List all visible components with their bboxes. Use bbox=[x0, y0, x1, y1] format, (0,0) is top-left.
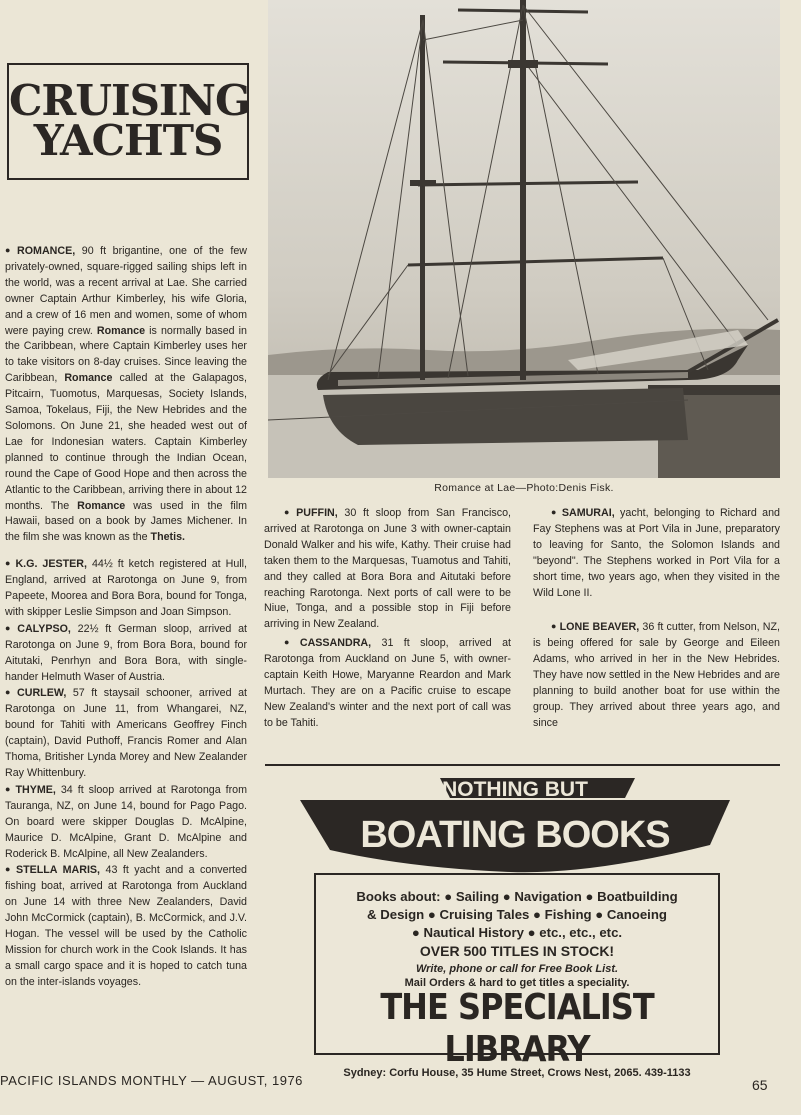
bullet-icon: ● bbox=[5, 687, 15, 698]
column-1 bbox=[5, 243, 247, 991]
ad-banner-top-text: NOTHING BUT bbox=[442, 778, 588, 801]
ad-top-rule bbox=[265, 764, 780, 766]
entry-thyme: ● THYME, 34 ft sloop arrived at Rarotonga from Tauranga, NZ, on June 14, bound for Pago Pago. On board were skipper Douglas D. McAlpine, Maurice D. McAlpine, Grant D. McAlpine and Roderick B. McAlpine, all New Zealanders. bbox=[5, 783, 248, 860]
ship-photo bbox=[268, 0, 780, 478]
ad-brand: THE SPECIALIST LIBRARY bbox=[380, 986, 654, 1070]
publication-footer: PACIFIC ISLANDS MONTHLY — AUGUST, 1976 bbox=[0, 1073, 303, 1088]
ad-line-4: OVER 500 TITLES IN STOCK! bbox=[419, 943, 615, 959]
ad-line-5: Write, phone or call for Free Book List. bbox=[415, 963, 619, 975]
bullet-icon: ● bbox=[551, 621, 557, 632]
entry-stella-maris: ● STELLA MARIS, 43 ft yacht and a converted fishing boat, arrived at Rarotonga from Auckland on June 14 with three New Zealanders, David John McCormick (captain), B. McCormick, and J.V. Hogan. The vessel will be used by the Catholic Mission for church work in the Cook Islands. It has a small cargo space and it is hoped to catch tuna on the inter-islands voyages. bbox=[5, 864, 247, 988]
section-heading bbox=[7, 63, 249, 180]
ad-line-6: Mail Orders & hard to get titles a speciality. bbox=[404, 977, 630, 989]
bullet-icon: ● bbox=[5, 864, 13, 875]
ad-info-box bbox=[314, 873, 720, 1079]
ad-line-3: ● Nautical History ● etc., etc., etc. bbox=[411, 925, 623, 940]
entry-lone-beaver: ● LONE BEAVER, 36 ft cutter, from Nelson, NZ, is being offered for sale by George and Eileen Adams, who arrived in her in the New Hebrides. They have now settled in the New Hebrides and are planning to build another boat for use within the group. They arrived about three years ago, and since bbox=[533, 621, 780, 729]
column-3 bbox=[533, 505, 780, 732]
heading-line-1: CRUISING bbox=[9, 76, 250, 125]
photo-caption: Romance at Lae—Photo:Denis Fisk. bbox=[434, 482, 614, 494]
column-2 bbox=[264, 505, 511, 732]
entry-puffin: ● PUFFIN, 30 ft sloop from San Francisco, arrived at Rarotonga on June 3 with owner-captain Donald Walker and his wife, Kathy. Their cruise had taken them to the Marquesas, Tuamotus and Tahiti, and they called at Bora Bora and Aitutaki before reaching Rarotonga. Next ports of call were to be Niue, Tonga, and a possible stop in Fiji before arriving in New Zealand. bbox=[264, 507, 511, 631]
entry-calypso: ● CALYPSO, 22½ ft German sloop, arrived at Rarotonga on June 9, from Bora Bora, bound for Aitutaki, Penrhyn and Bora Bora, with single-hander Helmuth Waser of Austria. bbox=[5, 622, 248, 683]
bullet-icon: ● bbox=[284, 637, 297, 648]
bullet-icon: ● bbox=[5, 558, 13, 569]
ad-address: Sydney: Corfu House, 35 Hume Street, Crows Nest, 2065. 439-1133 bbox=[343, 1067, 691, 1079]
ad-banner-main-text: BOATING BOOKS bbox=[360, 814, 670, 856]
ad-hull-banner bbox=[290, 770, 740, 880]
bullet-icon: ● bbox=[5, 783, 13, 794]
entry-cassandra: ● CASSANDRA, 31 ft sloop, arrived at Rarotonga from Auckland on June 5, with owner-captain Keith Howe, Maryanne Reardon and Mark Murtach. They are on a Pacific cruise to escape New Zealand's winter and the next port of call was to be Tahiti. bbox=[264, 637, 511, 729]
ad-line-1: Books about: ● Sailing ● Navigation ● Boatbuilding bbox=[356, 889, 678, 904]
bullet-icon: ● bbox=[5, 622, 15, 633]
brigantine-illustration bbox=[268, 0, 780, 478]
page-number: 65 bbox=[752, 1077, 768, 1093]
bullet-icon: ● bbox=[284, 507, 294, 517]
bullet-icon: ● bbox=[5, 245, 15, 255]
entry-curlew: ● CURLEW, 57 ft staysail schooner, arrived at Rarotonga on June 11, from Whangarei, NZ, bound for Tahiti with Americans Geoffrey Finch (captain), David Puthoff, Francis Romer and Alan Thoma, Britisher Lynda Morey and New Zealander Ray Whittenbury. bbox=[5, 687, 248, 779]
heading-line-2: YACHTS bbox=[33, 116, 223, 165]
entry-kg-jester: ● K.G. JESTER, 44½ ft ketch registered at Hull, England, arrived at Rarotonga on June 9, from Papeete, Moorea and Bora Bora, bound for Tonga, with skipper Leslie Simpson and Joan Simpson. bbox=[5, 558, 248, 618]
entry-romance: ● ROMANCE, 90 ft brigantine, one of the few privately-owned, square-rigged sailing ships left in the world, was a recent arrival at Lae. She carried owner Captain Arthur Kimberley, his wife Gloria, and a crew of 16 men and women, some of whom were paying crew. Romance is normally based in the Caribbean, where Captain Kimberley uses her to take visitors on 8-day cruises. Since leaving the Caribbean, Romance called at the Galapagos, Pitcairn, Tuomotus, Marquesas, Society Islands, Samoa, Tokelaus, Fiji, the New Hebrides and the Solomons. On June 21, she headed west out of Lae for Indonesian waters. Captain Kimberley planned to continue through the Indian Ocean, round the Cape of Good Hope and then across the Atlantic to the Caribbean, arriving there in about 12 months. The Romance was used in the film Hawaii, based on a book by James Michener. In the film she was known as the Thetis. bbox=[5, 245, 248, 544]
bullet-icon: ● bbox=[551, 507, 559, 517]
entry-samurai: ● SAMURAI, yacht, belonging to Richard and Fay Stephens was at Port Vila in June, preparatory to leaving for Santo, the Solomon Islands and "beyond". The Stephens worked in Port Vila for a short time, two years ago, when they visited in the Wild Lone II. bbox=[533, 507, 780, 599]
ad-line-2: & Design ● Cruising Tales ● Fishing ● Canoeing bbox=[367, 907, 667, 922]
